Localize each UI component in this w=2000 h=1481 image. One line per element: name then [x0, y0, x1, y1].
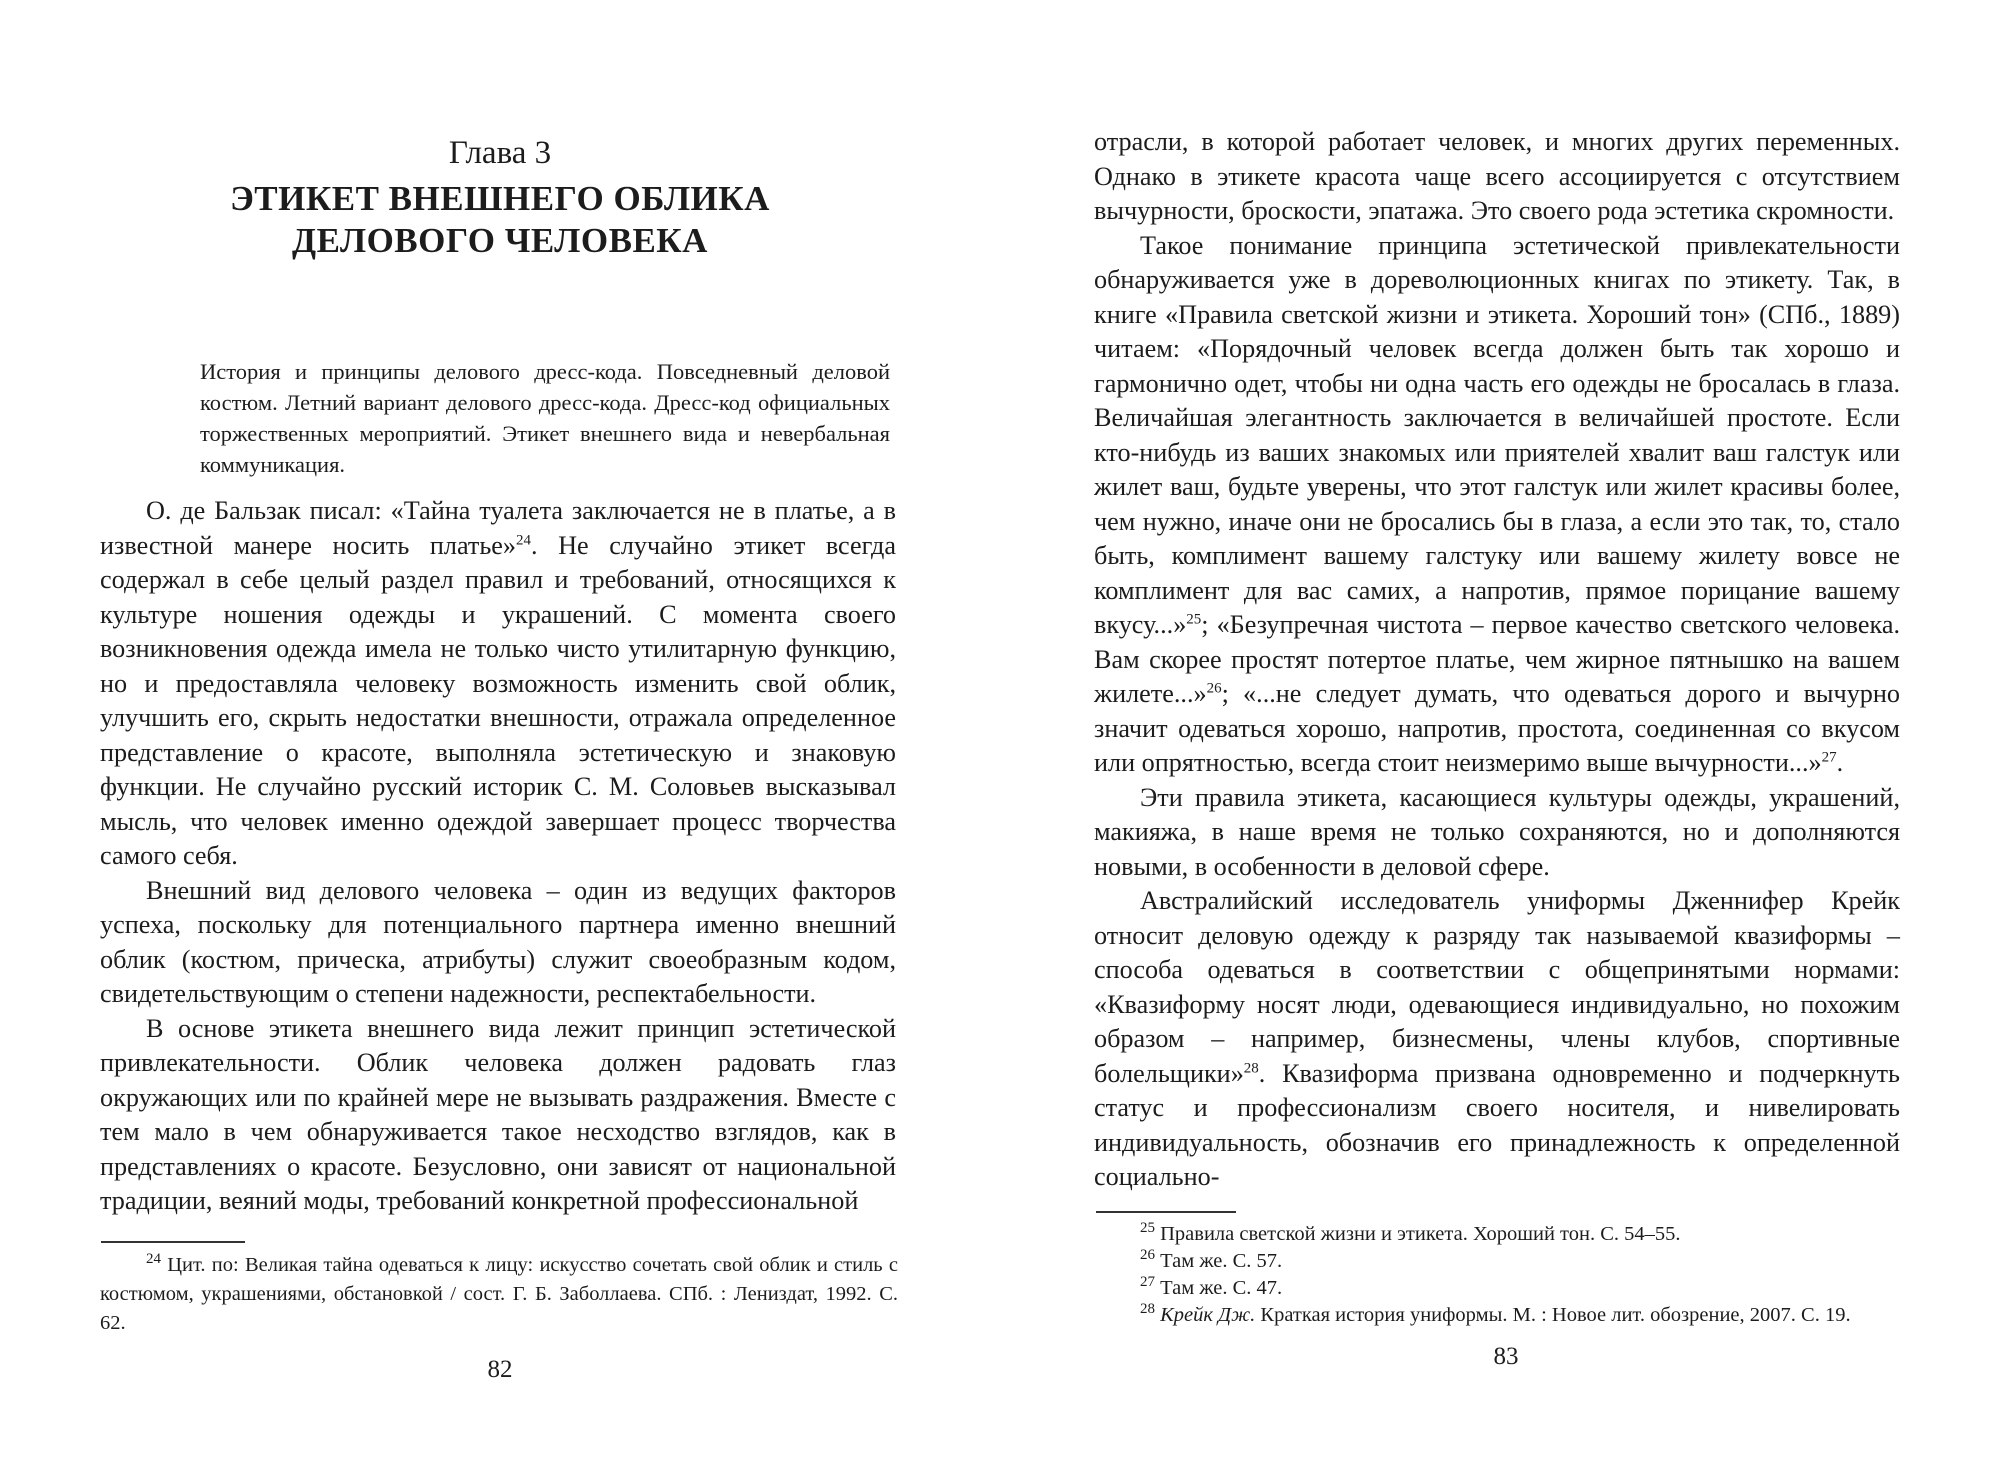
paragraph: Внешний вид делового человека – один из ведущих факторов успеха, поскольку для потенциального партнера именно внешний облик (костюм, прическа, атрибуты) служит своеобразным кодом, свидетельствующим о степени надежности, респектабельности. — [100, 875, 896, 1008]
footnote-text: Цит. по: Великая тайна одеваться к лицу: искусство сочетать свой облик и стиль с костюмом, украшениями, обстановкой / сост. Г. Б. Заболлаева. СПб. : Лениздат, 1992. С. 62. — [100, 1254, 898, 1334]
page-number: 82 — [487, 1356, 513, 1383]
chapter-title-line-1: ЭТИКЕТ ВНЕШНЕГО ОБЛИКА — [230, 179, 770, 218]
footnote-number: 25 — [1140, 1220, 1155, 1237]
footnote-text: Правила светской жизни и этикета. Хороший тон. С. 54–55. — [1155, 1223, 1681, 1245]
footnote-divider — [101, 1241, 245, 1243]
footnote-ref: 25 — [1186, 611, 1202, 628]
chapter-abstract: История и принципы делового дресс-кода. Повседневный деловой костюм. Летний вариант делового дресс-кода. Дресс-код официальных торжественных мероприятий. Этикет внешнего вида и невербальная коммуникация. — [200, 359, 890, 477]
footnote — [100, 1251, 898, 1338]
footnote-divider — [1096, 1211, 1236, 1213]
footnote-text: Краткая история униформы. М. : Новое лит. обозрение, 2007. С. 19. — [1255, 1304, 1851, 1326]
footnote-number: 24 — [146, 1251, 161, 1268]
footnote-text: Там же. С. 57. — [1155, 1250, 1283, 1272]
footnote-ref: 24 — [516, 531, 531, 548]
footnote — [1094, 1248, 1900, 1275]
paragraph-text: ; «Безупречная чистота – первое качество светского человека. Вам скорее простят потертое платье, чем жирное пятнышко на вашем жилете...» — [1094, 610, 1900, 708]
footnote-author: Крейк Дж. — [1155, 1304, 1256, 1326]
paragraph-text: . Квазиформа призвана одновременно и подчеркнуть статус и профессионализм своего носителя, и нивелировать индивидуальность, обозначив его принадлежность к определенной социально- — [1094, 1058, 1900, 1191]
paragraph: В основе этикета внешнего вида лежит принцип эстетической привлекательности. Облик человека должен радовать глаз окружающих или по крайней мере не вызывать раздражения. Вместе с тем мало в чем обнаруживается такое несходство взглядов, как в представлениях о красоте. Безусловно, они зависят от национальной традиции, веяний моды, требований конкретной профессиональной — [100, 1013, 896, 1215]
footnote-number: 26 — [1140, 1247, 1155, 1264]
footnote-text: Там же. С. 47. — [1155, 1277, 1283, 1299]
footnote-ref: 27 — [1821, 749, 1837, 766]
footnote-number: 28 — [1140, 1301, 1155, 1318]
paragraph-text: ; «...не следует думать, что одеваться дорого и вычурно значит одеваться хорошо, напротив, простота, соединенная со вкусом или опрятностью, всегда стоит неизмеримо выше вычурности...» — [1094, 679, 1900, 777]
paragraph — [1094, 884, 1900, 1195]
paragraph — [1094, 229, 1900, 781]
footnote-ref: 28 — [1243, 1059, 1259, 1076]
footnote — [1094, 1302, 1900, 1329]
footnote — [1094, 1221, 1900, 1248]
footnote-number: 27 — [1140, 1274, 1155, 1291]
chapter-title-line-2: ДЕЛОВОГО ЧЕЛОВЕКА — [292, 221, 708, 260]
paragraph-text: Австралийский исследователь униформы Дженнифер Крейк относит деловую одежду к разряду так называемой квазиформы – способа одеваться в соответствии с общепринятыми нормами: «Квазиформу носят люди, одевающиеся индивидуально, но похожим образом – например, бизнесмены, члены клубов, спортивные болельщики» — [1094, 886, 1900, 1088]
chapter-label: Глава 3 — [448, 135, 552, 171]
paragraph-text: Такое понимание принципа эстетической привлекательности обнаруживается уже в дореволюционных книгах по этикету. Так, в книге «Правила светской жизни и этикета. Хороший тон» (СПб., 1889) читаем: «Порядочный человек всегда должен быть так хорошо и гармонично одет, чтобы ни одна часть его одежды не бросалась в глаза. Величайшая элегантность заключается в величайшей простоте. Если кто-нибудь из ваших знакомых или приятелей хвалит ваш галстук или жилет ваш, будьте уверены, что этот галстук или жилет красивы более, чем нужно, иначе они не бросались бы в глаза, а если это так, то, стало быть, комплимент вашему галстуку или вашему жилету вовсе не комплимент для вас самих, а напротив, прямое порицание вашему вкусу...» — [1094, 230, 1900, 639]
paragraph — [100, 494, 896, 874]
left-body-text — [100, 494, 896, 1219]
paragraph-text: . — [1836, 748, 1844, 777]
paragraph-text: . Не случайно этикет всегда содержал в себе целый раздел правил и требований, относящихся к культуре ношения одежды и украшений. С момента своего возникновения одежда имела не только чисто утилитарную функцию, но и предоставляла человеку возможность изменить свой облик, улучшить его, скрыть недостатки внешности, отражала определенное представление о красоте, выполняла эстетическую и знаковую функции. Не случайно русский историк С. М. Соловьев высказывал мысль, что человек именно одеждой завершает процесс творчества самого себя. — [100, 530, 897, 870]
page-number: 83 — [1493, 1343, 1519, 1370]
right-body-text — [1094, 125, 1900, 1195]
footnote — [1094, 1275, 1900, 1302]
footnotes — [1094, 1221, 1900, 1329]
paragraph: отрасли, в которой работает человек, и многих других переменных. Однако в этикете красота чаще всего ассоциируется с отсутствием вычурности, броскости, эпатажа. Это своего рода эстетика скромности. — [1094, 127, 1900, 225]
paragraph: Эти правила этикета, касающиеся культуры одежды, украшений, макияжа, в наше время не только сохраняются, но и дополняются новыми, в особенности в деловой сфере. — [1094, 782, 1900, 881]
footnotes — [100, 1251, 898, 1338]
footnote-ref: 26 — [1206, 680, 1222, 697]
paragraph-text: О. де Бальзак писал: «Тайна туалета заключается не в платье, а в известной манере носить платье» — [100, 496, 896, 560]
chapter-title — [100, 178, 900, 262]
